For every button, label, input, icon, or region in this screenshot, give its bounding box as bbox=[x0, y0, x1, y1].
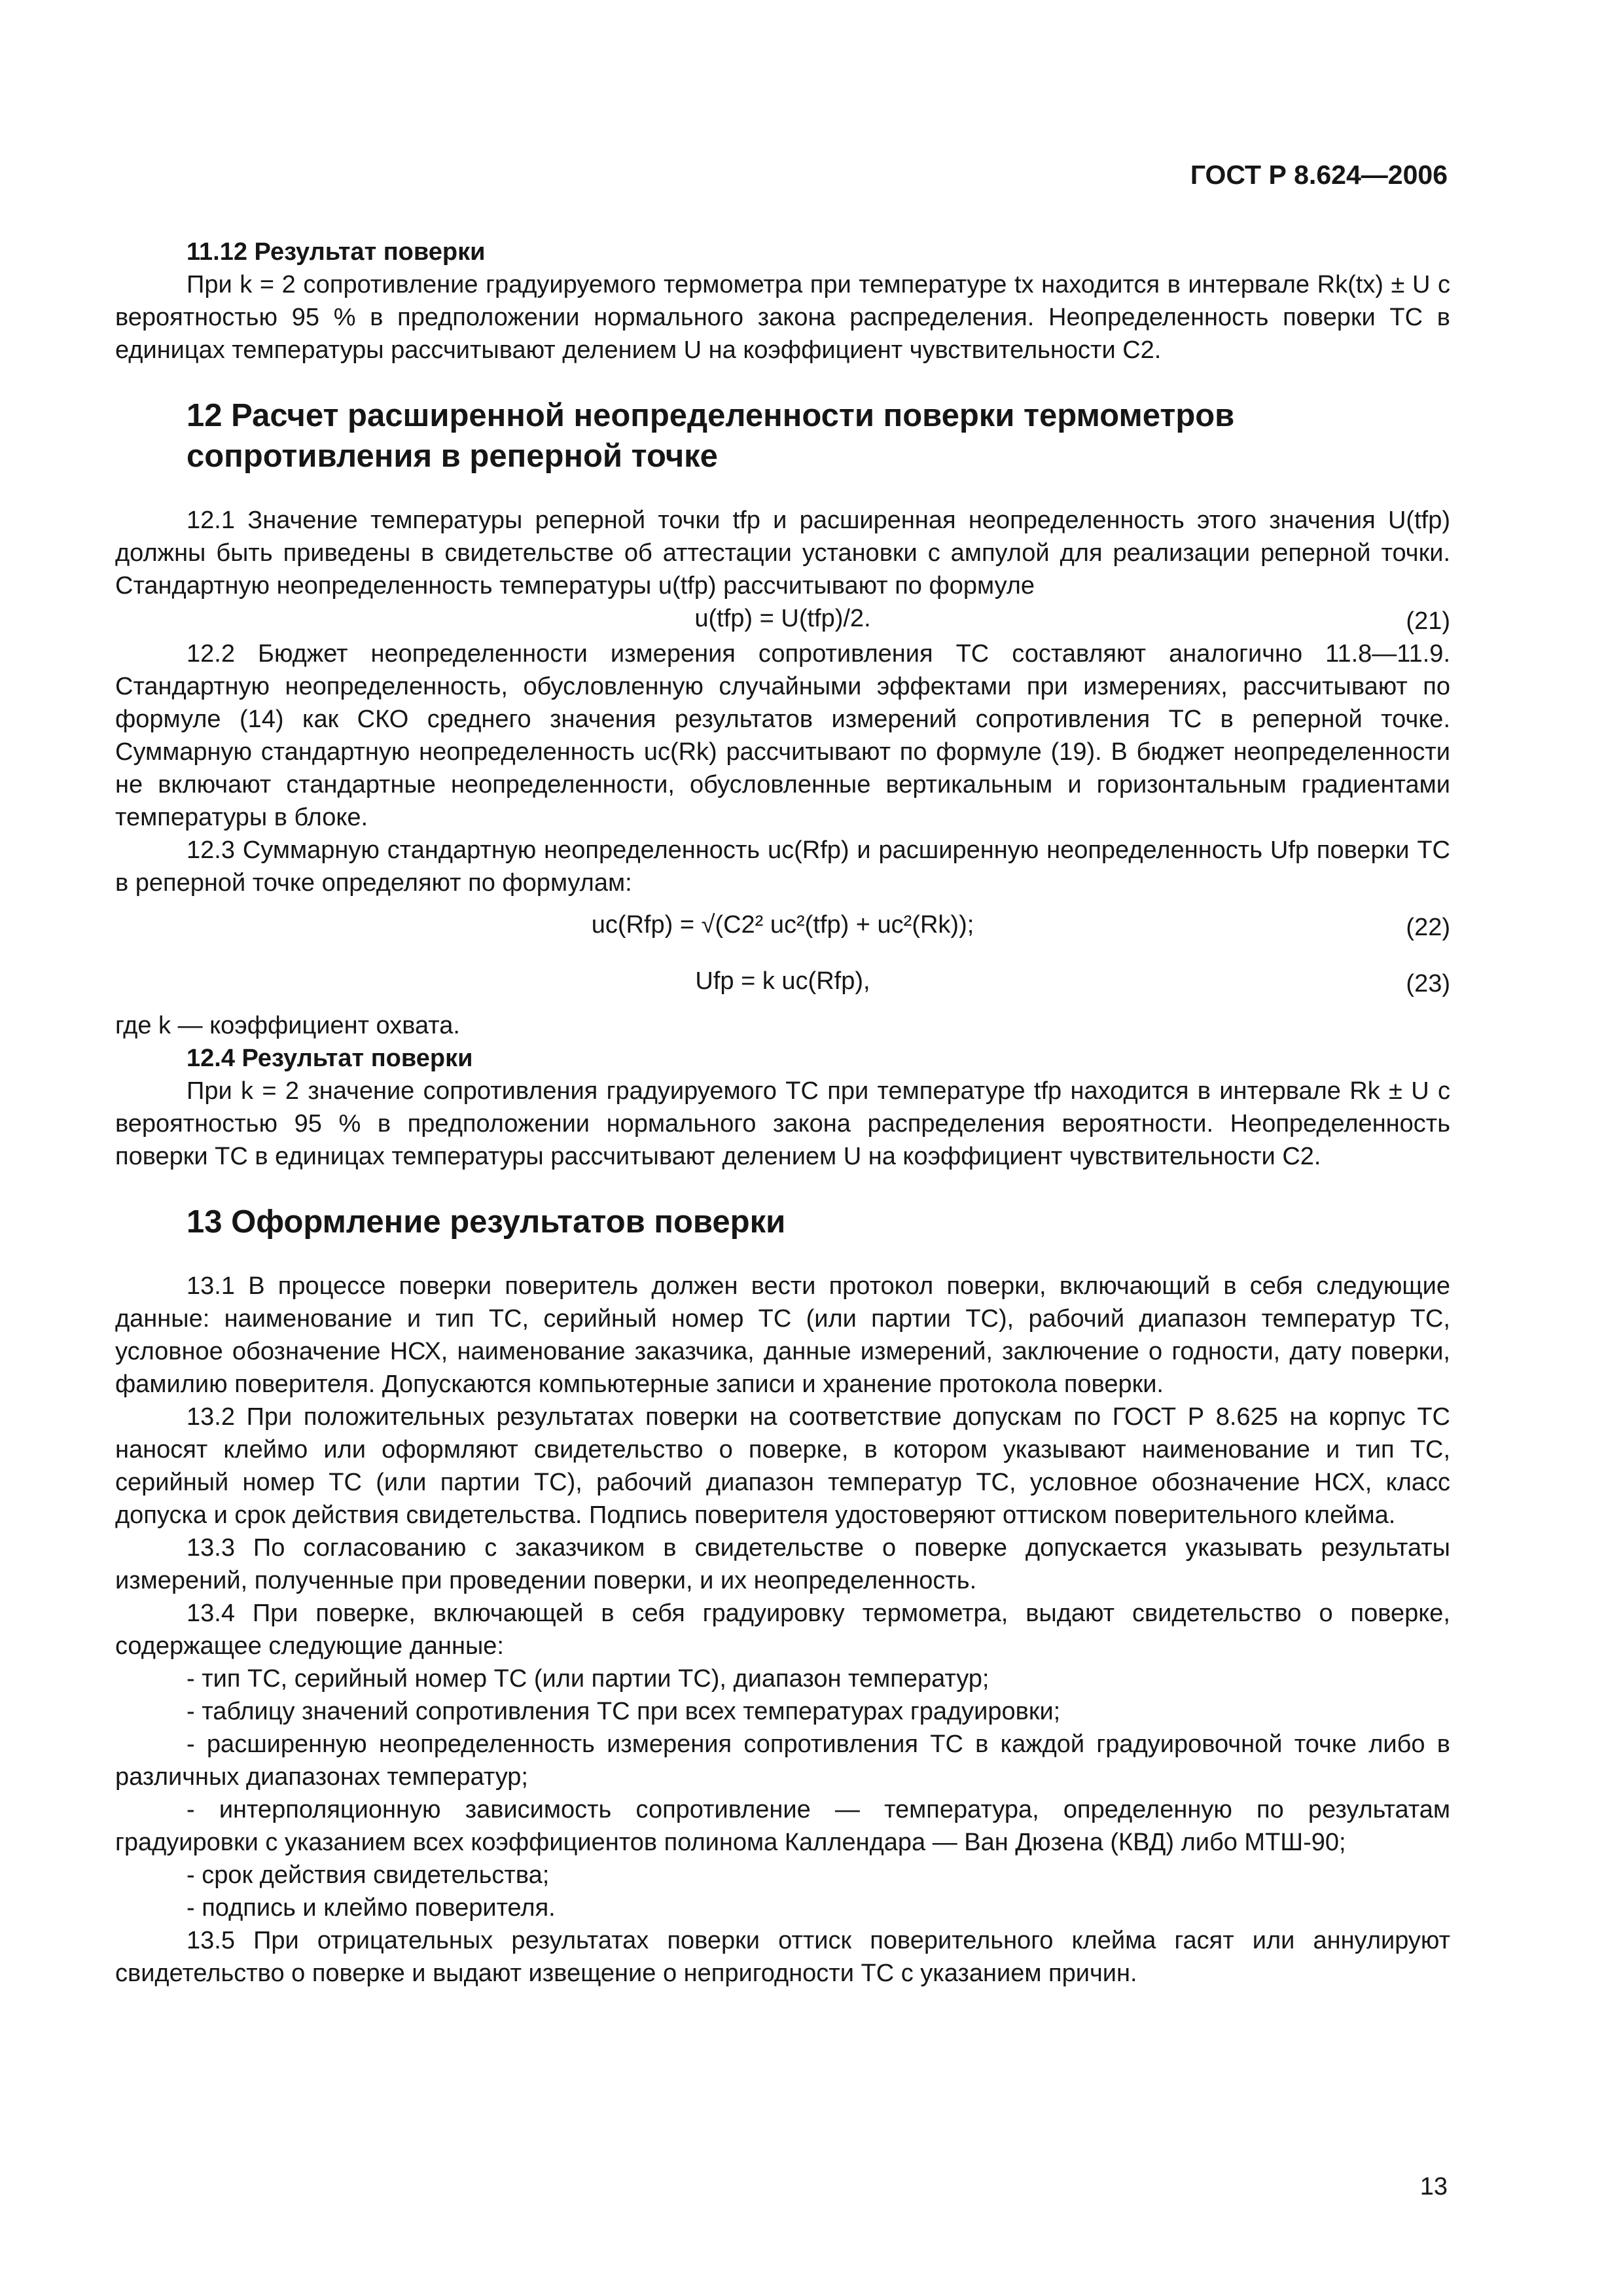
list-item: - интерполяционную зависимость сопротивление — температура, определенную по результатам градуировки с указанием всех коэффициентов полинома Каллендара — Ван Дюзена (КВД) либо МТШ-90; bbox=[115, 1796, 1450, 1856]
formula-23-expression: Ufp = k uc(Rfp), bbox=[695, 967, 870, 995]
paragraph-13-2: 13.2 При положительных результатах поверки на соответствие допускам по ГОСТ Р 8.625 на корпус ТС наносят клеймо или оформляют свидетельство о поверке, в котором указывают наименование и тип ТС, серийный номер ТС (или партии ТС), рабочий диапазон температур ТС, условное обозначение НСХ, класс допуска и срок действия свидетельства. Подпись поверителя удостоверяют оттиском поверительного клейма. bbox=[115, 1403, 1450, 1529]
formula-23 bbox=[115, 965, 1450, 1000]
formula-21 bbox=[115, 602, 1450, 637]
list-item: - подпись и клеймо поверителя. bbox=[187, 1894, 556, 1922]
paragraph-13-4: 13.4 При поверке, включающей в себя градуировку термометра, выдают свидетельство о поверке, содержащее следующие данные: bbox=[115, 1600, 1450, 1660]
formula-23-number: (23) bbox=[1406, 970, 1450, 997]
certificate-contents-list bbox=[115, 1662, 1450, 1924]
section-12-heading: 12 Расчет расширенной неопределенности поверки термометров сопротивления в реперной точке bbox=[187, 398, 1235, 474]
formula-21-number: (21) bbox=[1406, 607, 1450, 635]
paragraph-12-2: 12.2 Бюджет неопределенности измерения сопротивления ТС составляют аналогично 11.8—11.9. Стандартную неопределенность, обусловленную случайными эффектами при измерениях, рассчитывают по формуле (14) как СКО среднего значения результатов измерений сопротивления ТС в реперной точке. Суммарную стандартную неопределенность uc(Rk) рассчитывают по формуле (19). В бюджет неопределенности не включают стандартные неопределенности, обусловленные вертикальным и горизонтальным градиентами температуры в блоке. bbox=[115, 640, 1450, 831]
section-12-4-title: 12.4 Результат поверки bbox=[187, 1045, 473, 1072]
paragraph-13-5: 13.5 При отрицательных результатах поверки оттиск поверительного клейма гасят или аннулируют свидетельство о поверке и выдают извещение о непригодности ТС с указанием причин. bbox=[115, 1927, 1450, 1987]
paragraph-13-1: 13.1 В процессе поверки поверитель должен вести протокол поверки, включающий в себя следующие данные: наименование и тип ТС, серийный номер ТС (или партии ТС), рабочий диапазон температур ТС, условное обозначение НСХ, наименование заказчика, данные измерений, заключение о годности, дату поверки, фамилию поверителя. Допускаются компьютерные записи и хранение протокола поверки. bbox=[115, 1272, 1450, 1398]
section-12-4-text: При k = 2 значение сопротивления градуируемого ТС при температуре tfp находится в интервале Rk ± U с вероятностью 95 % в предположении нормального закона распределения вероятности. Неопределенность поверки ТС в единицах температуры рассчитывают делением U на коэффициент чувствительности C2. bbox=[115, 1077, 1450, 1170]
formula-21-expression: u(tfp) = U(tfp)/2. bbox=[694, 605, 871, 632]
paragraph-12-3: 12.3 Суммарную стандартную неопределенность uc(Rfp) и расширенную неопределенность Ufp поверки ТС в реперной точке определяют по формулам: bbox=[115, 836, 1450, 897]
formula-22 bbox=[115, 899, 1450, 965]
list-item: - расширенную неопределенность измерения сопротивления ТС в каждой градуировочной точке либо в различных диапазонах температур; bbox=[115, 1731, 1450, 1791]
formula-22-number: (22) bbox=[1406, 914, 1450, 941]
page-body bbox=[115, 236, 1450, 1990]
page-number: 13 bbox=[1419, 2173, 1448, 2200]
formula-22-expression: uc(Rfp) = √(C2² uc²(tfp) + uc²(Rk)); bbox=[591, 911, 974, 939]
list-item: - таблицу значений сопротивления ТС при всех температурах градуировки; bbox=[187, 1698, 1061, 1725]
paragraph-12-1: 12.1 Значение температуры реперной точки tfp и расширенная неопределенность этого значения U(tfp) должны быть приведены в свидетельстве об аттестации установки с ампулой для реализации реперной точки. Стандартную неопределенность температуры u(tfp) рассчитывают по формуле bbox=[115, 507, 1450, 600]
section-11-12-text: При k = 2 сопротивление градуируемого термометра при температуре tx находится в интервале Rk(tx) ± U с вероятностью 95 % в предположении нормального закона распределения. Неопределенность поверки ТС в единицах температуры рассчитывают делением U на коэффициент чувствительности C2. bbox=[115, 271, 1450, 364]
standard-designation: ГОСТ Р 8.624—2006 bbox=[1190, 160, 1448, 190]
list-item: - тип ТС, серийный номер ТС (или партии ТС), диапазон температур; bbox=[187, 1665, 990, 1693]
list-item: - срок действия свидетельства; bbox=[187, 1861, 550, 1889]
paragraph-13-3: 13.3 По согласованию с заказчиком в свидетельстве о поверке допускается указывать результаты измерений, полученные при проведении поверки, и их неопределенность. bbox=[115, 1534, 1450, 1594]
section-11-12-title: 11.12 Результат поверки bbox=[187, 238, 486, 266]
coverage-factor-note: где k — коэффициент охвата. bbox=[115, 1012, 460, 1039]
section-13-heading: 13 Оформление результатов поверки bbox=[187, 1204, 786, 1240]
